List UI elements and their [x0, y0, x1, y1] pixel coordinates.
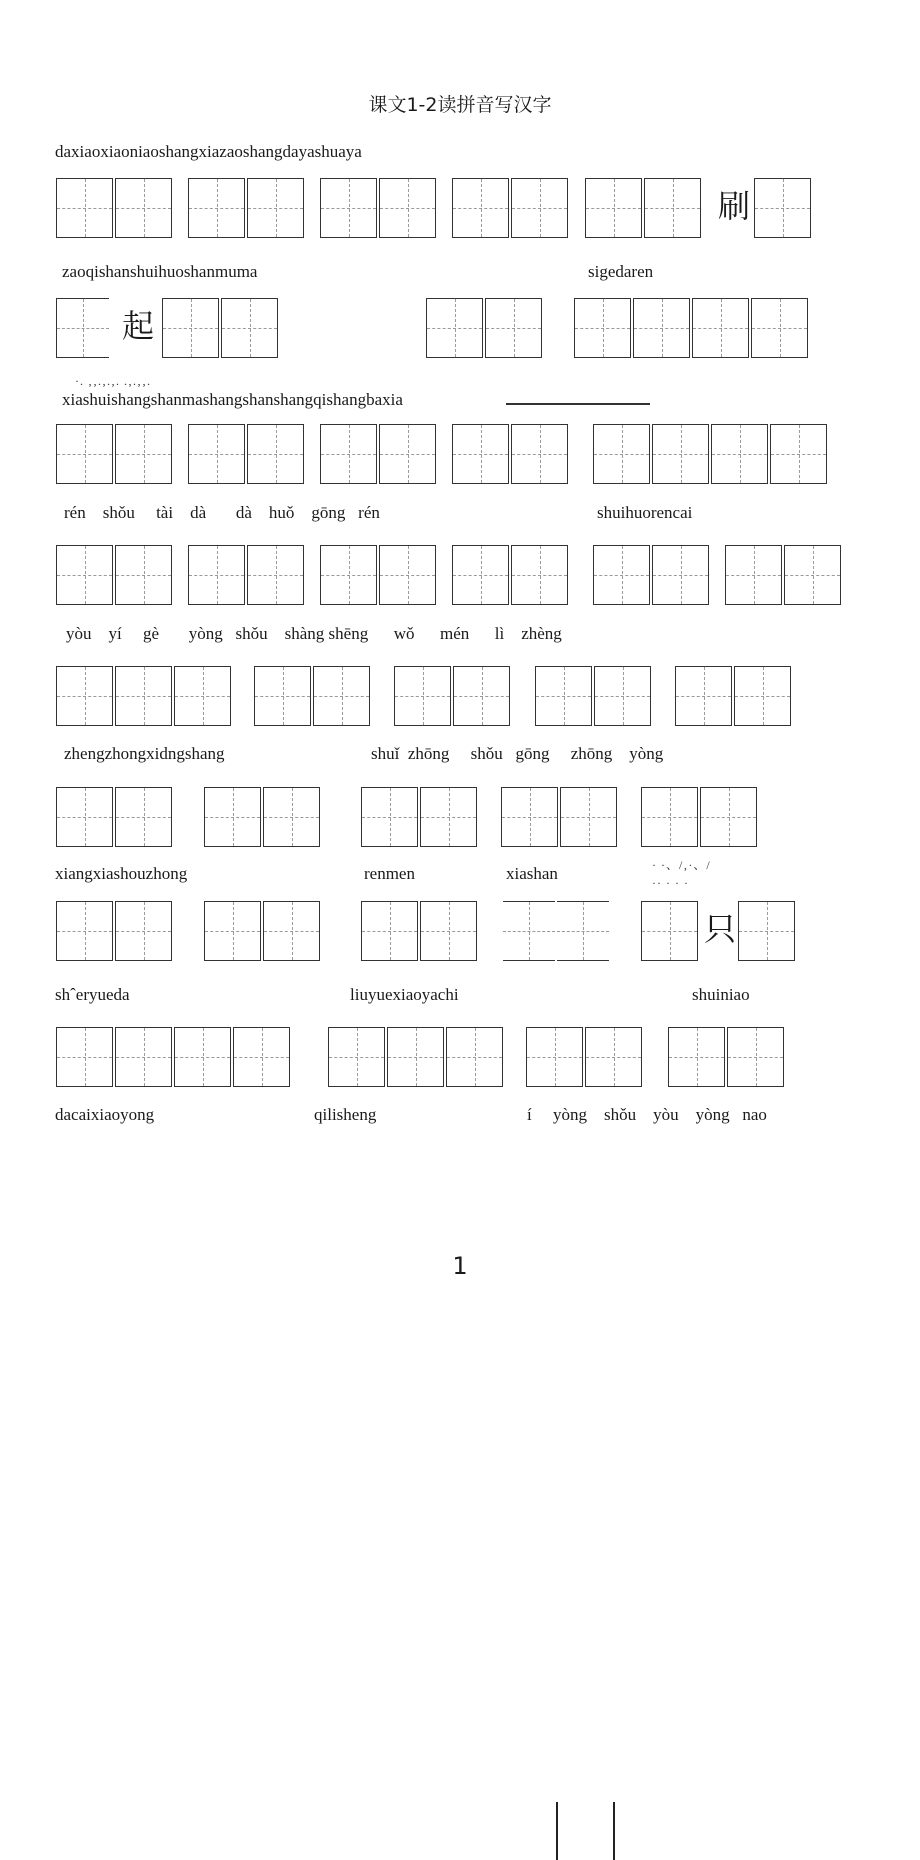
writing-cell[interactable] — [247, 178, 304, 238]
pinyin-line-12: xiashan — [506, 864, 558, 883]
pinyin-line-7: yòu yí gè yòng shǒu shàng shēng wǒ mén lì zhèng — [66, 624, 562, 643]
char-group — [56, 787, 174, 847]
writing-cell[interactable] — [162, 298, 219, 358]
writing-cell[interactable] — [379, 178, 436, 238]
pinyin-line-5: rén shǒu tài dà dà huǒ gōng rén — [64, 503, 380, 522]
pinyin-line-1: daxiaoxiaoniaoshangxiazaoshangdayashuaya — [55, 142, 362, 161]
char-group — [361, 787, 479, 847]
pinyin-line-14: liuyuexiaoyachi — [350, 985, 459, 1004]
writing-cell[interactable] — [452, 545, 509, 605]
char-group — [56, 424, 174, 484]
char-group — [675, 666, 793, 726]
pinyin-line-2: zaoqishanshuihuoshanmuma — [62, 262, 258, 281]
pinyin-line-18: í yòng shǒu yòu yòng nao — [527, 1105, 767, 1124]
writing-cell[interactable] — [734, 666, 791, 726]
char-group — [56, 1027, 292, 1087]
char-group — [328, 1027, 505, 1087]
writing-cell[interactable] — [263, 787, 320, 847]
writing-cell[interactable] — [115, 787, 172, 847]
char-group — [320, 545, 438, 605]
writing-cell[interactable] — [263, 901, 320, 961]
writing-cell[interactable] — [394, 666, 451, 726]
writing-cell[interactable] — [503, 901, 555, 961]
char-group — [526, 1027, 644, 1087]
pinyin-line-10: xiangxiashouzhong — [55, 864, 188, 883]
writing-cell[interactable] — [115, 901, 172, 961]
char-group — [162, 298, 280, 358]
pinyin-line-4: xiashuishangshanmashangshanshangqishangbaxia — [62, 390, 403, 409]
writing-cell[interactable] — [446, 1027, 503, 1087]
overlap-rule — [506, 403, 650, 409]
grid-row-4 — [0, 545, 920, 605]
pinyin-line-17: qilisheng — [314, 1105, 377, 1124]
printed-char-shua: 刷 — [718, 187, 751, 225]
char-group — [254, 666, 372, 726]
grid-row-5 — [0, 666, 920, 726]
char-group — [452, 178, 570, 238]
writing-cell[interactable] — [652, 424, 709, 484]
writing-cell[interactable] — [221, 298, 278, 358]
char-group — [452, 545, 570, 605]
char-group — [56, 901, 174, 961]
writing-cell[interactable] — [174, 666, 231, 726]
writing-cell[interactable] — [115, 178, 172, 238]
char-group — [738, 901, 797, 961]
writing-cell[interactable] — [204, 787, 261, 847]
writing-cell[interactable] — [511, 545, 568, 605]
pinyin-line-6: shuihuorencai — [597, 503, 693, 522]
writing-cell[interactable] — [641, 787, 698, 847]
writing-cell[interactable] — [452, 424, 509, 484]
writing-cell[interactable] — [174, 1027, 231, 1087]
faint-mark: · ·、/‚·、/ — [652, 858, 711, 872]
writing-cell[interactable] — [56, 298, 109, 358]
writing-cell[interactable] — [675, 666, 732, 726]
writing-cell[interactable] — [557, 901, 609, 961]
writing-cell[interactable] — [770, 424, 827, 484]
grid-divider — [613, 1802, 615, 1860]
pinyin-line-11: renmen — [364, 864, 415, 883]
writing-cell[interactable] — [725, 545, 782, 605]
char-group — [56, 298, 111, 358]
writing-cell[interactable] — [188, 178, 245, 238]
writing-cell[interactable] — [56, 1027, 113, 1087]
char-group — [320, 424, 438, 484]
writing-cell[interactable] — [379, 545, 436, 605]
writing-cell[interactable] — [711, 424, 768, 484]
writing-cell[interactable] — [535, 666, 592, 726]
pinyin-line-15: shuiniao — [692, 985, 750, 1004]
writing-cell[interactable] — [511, 178, 568, 238]
writing-cell[interactable] — [420, 787, 477, 847]
writing-cell[interactable] — [115, 666, 172, 726]
char-group — [725, 545, 843, 605]
writing-cell[interactable] — [700, 787, 757, 847]
grid-row-6 — [0, 787, 920, 847]
writing-cell[interactable] — [361, 901, 418, 961]
writing-cell[interactable] — [453, 666, 510, 726]
writing-cell[interactable] — [585, 178, 642, 238]
grid-row-8 — [0, 1027, 920, 1087]
writing-cell[interactable] — [426, 298, 483, 358]
char-group — [535, 666, 653, 726]
writing-cell[interactable] — [641, 901, 698, 961]
writing-cell[interactable] — [652, 545, 709, 605]
writing-cell[interactable] — [233, 1027, 290, 1087]
writing-cell[interactable] — [56, 545, 113, 605]
pinyin-line-16: dacaixiaoyong — [55, 1105, 155, 1124]
char-group — [204, 787, 322, 847]
grid-row-1 — [0, 178, 920, 238]
pinyin-line-9: shuǐ zhōng shǒu gōng zhōng yòng — [371, 744, 664, 763]
writing-cell[interactable] — [254, 666, 311, 726]
pinyin-line-13: shˆeryueda — [55, 985, 130, 1004]
printed-char-zhi: 只 — [704, 910, 737, 948]
char-group — [204, 901, 322, 961]
char-group — [426, 298, 544, 358]
writing-cell[interactable] — [593, 545, 650, 605]
pinyin-line-3: sigedaren — [588, 262, 654, 281]
writing-cell[interactable] — [511, 424, 568, 484]
writing-cell[interactable] — [420, 901, 477, 961]
char-group — [56, 545, 174, 605]
char-group — [574, 298, 810, 358]
writing-cell[interactable] — [56, 666, 113, 726]
writing-cell[interactable] — [501, 787, 558, 847]
writing-cell[interactable] — [692, 298, 749, 358]
writing-cell[interactable] — [115, 1027, 172, 1087]
char-group — [501, 787, 619, 847]
writing-cell[interactable] — [754, 178, 811, 238]
writing-cell[interactable] — [56, 178, 113, 238]
writing-cell[interactable] — [593, 424, 650, 484]
writing-cell[interactable] — [115, 424, 172, 484]
worksheet-title: 课文1-2读拼音写汉字 — [368, 94, 552, 116]
writing-cell[interactable] — [727, 1027, 784, 1087]
writing-cell[interactable] — [204, 901, 261, 961]
writing-cell[interactable] — [56, 787, 113, 847]
char-group — [56, 666, 233, 726]
writing-cell[interactable] — [585, 1027, 642, 1087]
char-group — [641, 787, 759, 847]
printed-char-qi: 起 — [122, 307, 155, 345]
writing-cell[interactable] — [668, 1027, 725, 1087]
writing-cell[interactable] — [387, 1027, 444, 1087]
char-group — [320, 178, 438, 238]
writing-cell[interactable] — [56, 901, 113, 961]
writing-cell[interactable] — [320, 178, 377, 238]
grid-row-7 — [0, 901, 920, 961]
faint-mark: ·· · · · — [652, 876, 689, 890]
writing-cell[interactable] — [485, 298, 542, 358]
writing-cell[interactable] — [751, 298, 808, 358]
writing-cell[interactable] — [526, 1027, 583, 1087]
char-group — [668, 1027, 786, 1087]
writing-cell[interactable] — [574, 298, 631, 358]
char-group — [394, 666, 512, 726]
char-group — [56, 178, 174, 238]
writing-cell[interactable] — [452, 178, 509, 238]
writing-cell[interactable] — [247, 424, 304, 484]
char-group — [641, 901, 700, 961]
writing-cell[interactable] — [644, 178, 701, 238]
writing-cell[interactable] — [560, 787, 617, 847]
char-group — [188, 178, 306, 238]
faint-mark: ·. ‚‚.‚.‚. .‚.‚‚. — [75, 374, 151, 388]
writing-cell[interactable] — [594, 666, 651, 726]
page-number: 1 — [452, 1252, 468, 1280]
writing-cell[interactable] — [361, 787, 418, 847]
char-group — [593, 545, 711, 605]
char-group — [188, 545, 306, 605]
writing-cell[interactable] — [320, 545, 377, 605]
pinyin-line-8: zhengzhongxidngshang — [64, 744, 225, 763]
writing-cell[interactable] — [56, 424, 113, 484]
char-group — [188, 424, 306, 484]
writing-cell[interactable] — [188, 545, 245, 605]
char-group — [361, 901, 479, 961]
writing-cell[interactable] — [247, 545, 304, 605]
char-group — [452, 424, 570, 484]
grid-divider — [556, 1802, 558, 1860]
char-group — [593, 424, 829, 484]
writing-cell[interactable] — [115, 545, 172, 605]
grid-row-2 — [0, 298, 920, 358]
writing-cell[interactable] — [633, 298, 690, 358]
writing-cell[interactable] — [313, 666, 370, 726]
writing-cell[interactable] — [320, 424, 377, 484]
char-group — [503, 901, 611, 961]
writing-cell[interactable] — [784, 545, 841, 605]
char-group — [585, 178, 703, 238]
writing-cell[interactable] — [379, 424, 436, 484]
writing-cell[interactable] — [328, 1027, 385, 1087]
char-group — [754, 178, 813, 238]
writing-cell[interactable] — [738, 901, 795, 961]
writing-cell[interactable] — [188, 424, 245, 484]
grid-row-3 — [0, 424, 920, 484]
